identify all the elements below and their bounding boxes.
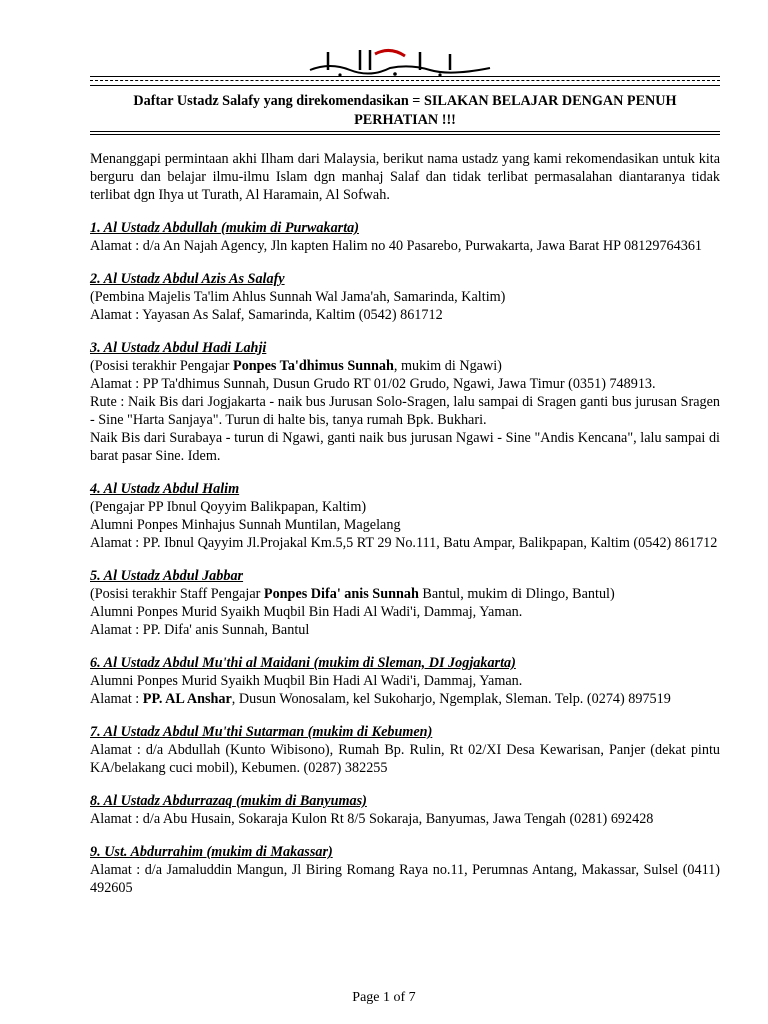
entry-line: Alamat : PP. Difa' anis Sunnah, Bantul bbox=[90, 622, 310, 638]
entry-5 bbox=[90, 567, 720, 639]
text-run: (Posisi terakhir Pengajar bbox=[90, 358, 234, 374]
entry-6 bbox=[90, 654, 720, 708]
document-title: Daftar Ustadz Salafy yang direkomendasikan = SILAKAN BELAJAR DENGAN PENUH PERHATIAN !!! bbox=[133, 93, 677, 128]
text-run: Alamat : bbox=[90, 691, 143, 707]
entry-line: Alamat : PP. Ibnul Qayyim Jl.Projakal Km.5,5 RT 29 No.111, Batu Ampar, Balikpapan, Kaltim (0542) 861712 bbox=[90, 535, 718, 551]
entry-line: Alumni Ponpes Murid Syaikh Muqbil Bin Hadi Al Wadi'i, Dammaj, Yaman. bbox=[90, 604, 523, 620]
entry-heading: 5. Al Ustadz Abdul Jabbar bbox=[90, 568, 244, 584]
entry-line: Alamat : d/a Jamaluddin Mangun, Jl Biring Romang Raya no.11, Perumnas Antang, Makassar, Sulsel (0411) 492605 bbox=[90, 862, 720, 896]
text-run: , Dusun Wonosalam, kel Sukoharjo, Ngemplak, Sleman. Telp. (0274) 897519 bbox=[231, 691, 671, 707]
page-number: Page 1 of 7 bbox=[352, 990, 416, 1005]
intro-paragraph: Menanggapi permintaan akhi Ilham dari Malaysia, berikut nama ustadz yang kami rekomendasikan untuk kita berguru dan belajar ilmu-ilmu Islam dgn manhaj Salaf dan tidak terlibat permasalahan diantaranya tidak terlibat dgn Ihya ut Turath, Al Haramain, Al Sofwah. bbox=[90, 151, 720, 203]
entry-8 bbox=[90, 792, 720, 828]
bold-run: PP. AL Anshar bbox=[142, 691, 232, 707]
entry-line: Alamat : Yayasan As Salaf, Samarinda, Kaltim (0542) 861712 bbox=[90, 307, 443, 323]
entry-heading: 1. Al Ustadz Abdullah (mukim di Purwakarta) bbox=[90, 220, 359, 236]
entry-line: Rute : Naik Bis dari Jogjakarta - naik bus Jurusan Solo-Sragen, lalu sampai di Sragen ganti bus jurusan Sragen - Sine "Harta Sanjaya". Turun di halte bis, tanya rumah Bpk. Bukhari. bbox=[90, 394, 720, 428]
bold-run: Ponpes Difa' anis Sunnah bbox=[263, 586, 419, 602]
entry-line: (Pengajar PP Ibnul Qoyyim Balikpapan, Kaltim) bbox=[90, 499, 367, 515]
title-double-rule bbox=[90, 131, 720, 135]
entry-line: Naik Bis dari Surabaya - turun di Ngawi, ganti naik bus jurusan Ngawi - Sine "Andis Kencana", lalu sampai di barat pasar Sine. Idem. bbox=[90, 430, 720, 464]
entry-line: Alumni Ponpes Murid Syaikh Muqbil Bin Hadi Al Wadi'i, Dammaj, Yaman. bbox=[90, 673, 523, 689]
entry-line bbox=[90, 357, 720, 375]
entry-line: Alumni Ponpes Minhajus Sunnah Muntilan, Magelang bbox=[90, 517, 401, 533]
entry-heading: 9. Ust. Abdurrahim (mukim di Makassar) bbox=[90, 844, 333, 860]
entry-heading: 7. Al Ustadz Abdul Mu'thi Sutarman (mukim di Kebumen) bbox=[90, 724, 433, 740]
text-run: (Posisi terakhir Staff Pengajar bbox=[90, 586, 264, 602]
entry-line: Alamat : d/a An Najah Agency, Jln kapten Halim no 40 Pasarebo, Purwakarta, Jawa Barat HP 08129764361 bbox=[90, 238, 703, 254]
entry-2 bbox=[90, 270, 720, 324]
entry-line bbox=[90, 690, 720, 708]
entry-3 bbox=[90, 339, 720, 465]
entry-7 bbox=[90, 723, 720, 777]
basmala-calligraphy bbox=[300, 44, 500, 80]
entry-heading: 8. Al Ustadz Abdurrazaq (mukim di Banyumas) bbox=[90, 793, 367, 809]
entry-4 bbox=[90, 480, 720, 552]
entry-line: (Pembina Majelis Ta'lim Ahlus Sunnah Wal Jama'ah, Samarinda, Kaltim) bbox=[90, 289, 506, 305]
entry-line: Alamat : d/a Abdullah (Kunto Wibisono), Rumah Bp. Rulin, Rt 02/XI Desa Kewarisan, Panjer (dekat pintu KA/belakang cuci mobil), Kebumen. (0287) 382255 bbox=[90, 742, 720, 776]
text-run: , mukim di Ngawi) bbox=[393, 358, 502, 374]
entry-heading: 6. Al Ustadz Abdul Mu'thi al Maidani (mukim di Sleman, DI Jogjakarta) bbox=[90, 655, 516, 671]
entry-heading: 3. Al Ustadz Abdul Hadi Lahji bbox=[90, 340, 267, 356]
document-body bbox=[90, 150, 720, 897]
entry-heading: 2. Al Ustadz Abdul Azis As Salafy bbox=[90, 271, 285, 287]
entry-line: Alamat : d/a Abu Husain, Sokaraja Kulon Rt 8/5 Sokaraja, Banyumas, Jawa Tengah (0281) 692428 bbox=[90, 811, 654, 827]
entry-line bbox=[90, 585, 720, 603]
bold-run: Ponpes Ta'dhimus Sunnah bbox=[233, 358, 394, 374]
entry-line: Alamat : PP Ta'dhimus Sunnah, Dusun Grudo RT 01/02 Grudo, Ngawi, Jawa Timur (0351) 748913. bbox=[90, 376, 656, 392]
entry-heading: 4. Al Ustadz Abdul Halim bbox=[90, 481, 240, 497]
text-run: Bantul, mukim di Dlingo, Bantul) bbox=[418, 586, 615, 602]
entry-1 bbox=[90, 219, 720, 255]
top-rule bbox=[90, 76, 720, 86]
entry-9 bbox=[90, 843, 720, 897]
